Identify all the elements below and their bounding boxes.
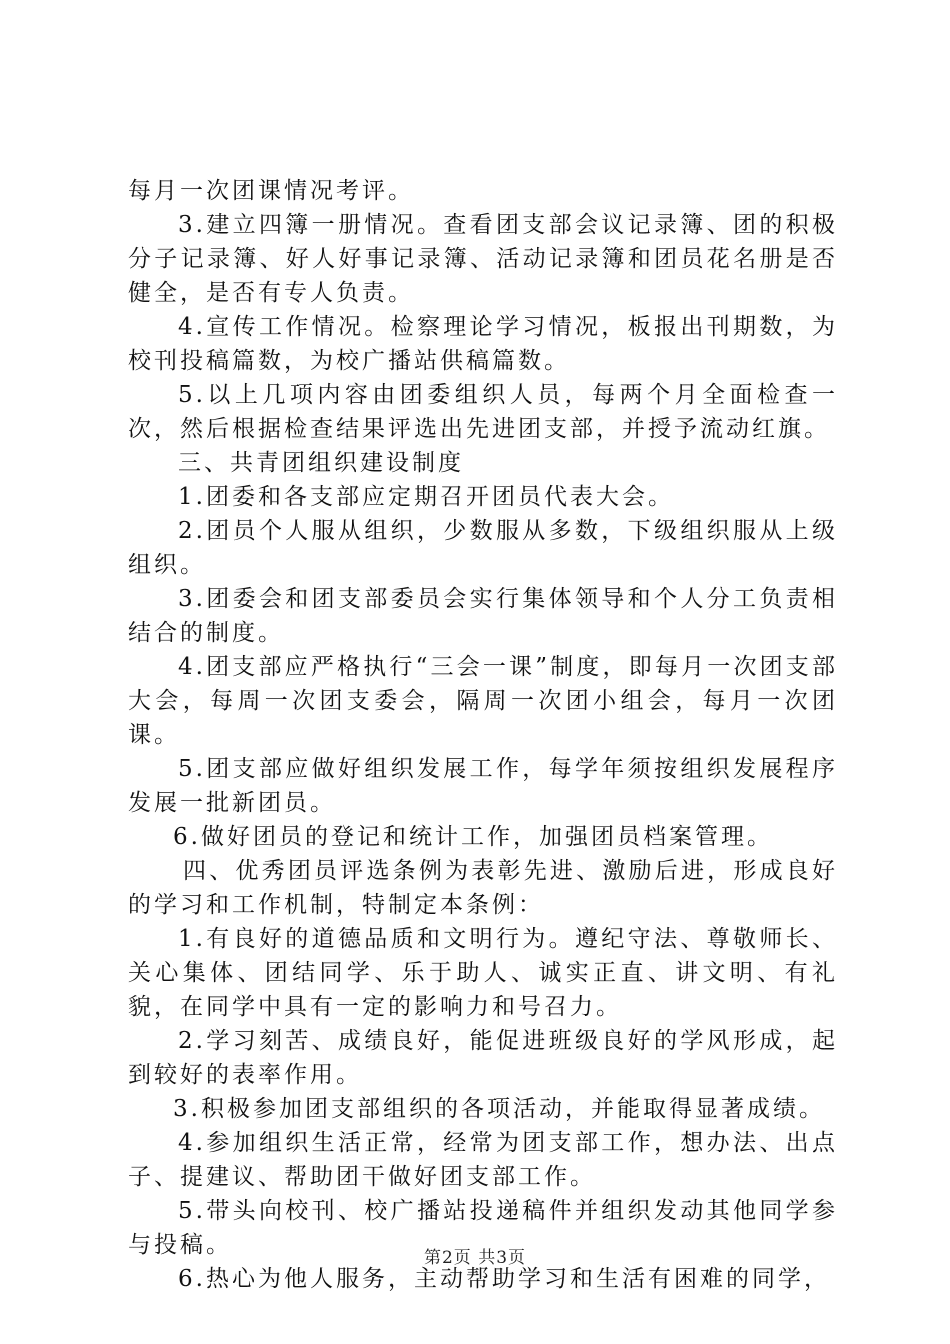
paragraph-14: 2.学习刻苦、成绩良好，能促进班级良好的学风形成，起到较好的表率作用。 <box>128 1028 838 1088</box>
paragraph-16: 4.参加组织生活正常，经常为团支部工作，想办法、出点子、提建议、帮助团干做好团支部工作。 <box>128 1130 838 1190</box>
paragraph-7: 2.团员个人服从组织，少数服从多数，下级组织服从上级组织。 <box>128 518 838 578</box>
paragraph-6: 1.团委和各支部应定期召开团员代表大会。 <box>178 484 674 510</box>
paragraph-17: 5.带头向校刊、校广播站投递稿件并组织发动其他同学参与投稿。 <box>128 1198 838 1258</box>
paragraph-13: 1.有良好的道德品质和文明行为。遵纪守法、尊敬师长、关心集体、团结同学、乐于助人、诚实正直、讲文明、有礼貌，在同学中具有一定的影响力和号召力。 <box>128 926 838 1020</box>
paragraph-11: 6.做好团员的登记和统计工作，加强团员档案管理。 <box>173 824 773 850</box>
section-heading-3: 三、共青团组织建设制度 <box>178 450 464 476</box>
paragraph-8: 3.团委会和团支部委员会实行集体领导和个人分工负责相结合的制度。 <box>128 586 838 646</box>
paragraph-3: 4.宣传工作情况。检察理论学习情况，板报出刊期数，为校刊投稿篇数，为校广播站供稿篇数。 <box>128 314 838 374</box>
page-number-footer: 第2页 共3页 <box>423 1248 527 1268</box>
paragraph-1: 每月一次团课情况考评。 <box>128 178 414 204</box>
paragraph-15: 3.积极参加团支部组织的各项活动，并能取得显著成绩。 <box>173 1096 825 1122</box>
paragraph-2: 3.建立四簿一册情况。查看团支部会议记录簿、团的积极分子记录簿、好人好事记录簿、活动记录簿和团员花名册是否健全，是否有专人负责。 <box>128 212 838 306</box>
paragraph-18: 6.热心为他人服务，主动帮助学习和生活有困难的同学， <box>178 1266 830 1292</box>
paragraph-10: 5.团支部应做好组织发展工作，每学年须按组织发展程序发展一批新团员。 <box>128 756 838 816</box>
paragraph-4: 5.以上几项内容由团委组织人员，每两个月全面检查一次，然后根据检查结果评选出先进团支部，并授予流动红旗。 <box>128 382 838 442</box>
paragraph-9: 4.团支部应严格执行“三会一课”制度，即每月一次团支部大会，每周一次团支委会，隔周一次团小组会，每月一次团课。 <box>128 654 838 748</box>
section-heading-4: 四、优秀团员评选条例为表彰先进、激励后进，形成良好的学习和工作机制，特制定本条例： <box>128 858 838 918</box>
document-body <box>128 174 838 1296</box>
